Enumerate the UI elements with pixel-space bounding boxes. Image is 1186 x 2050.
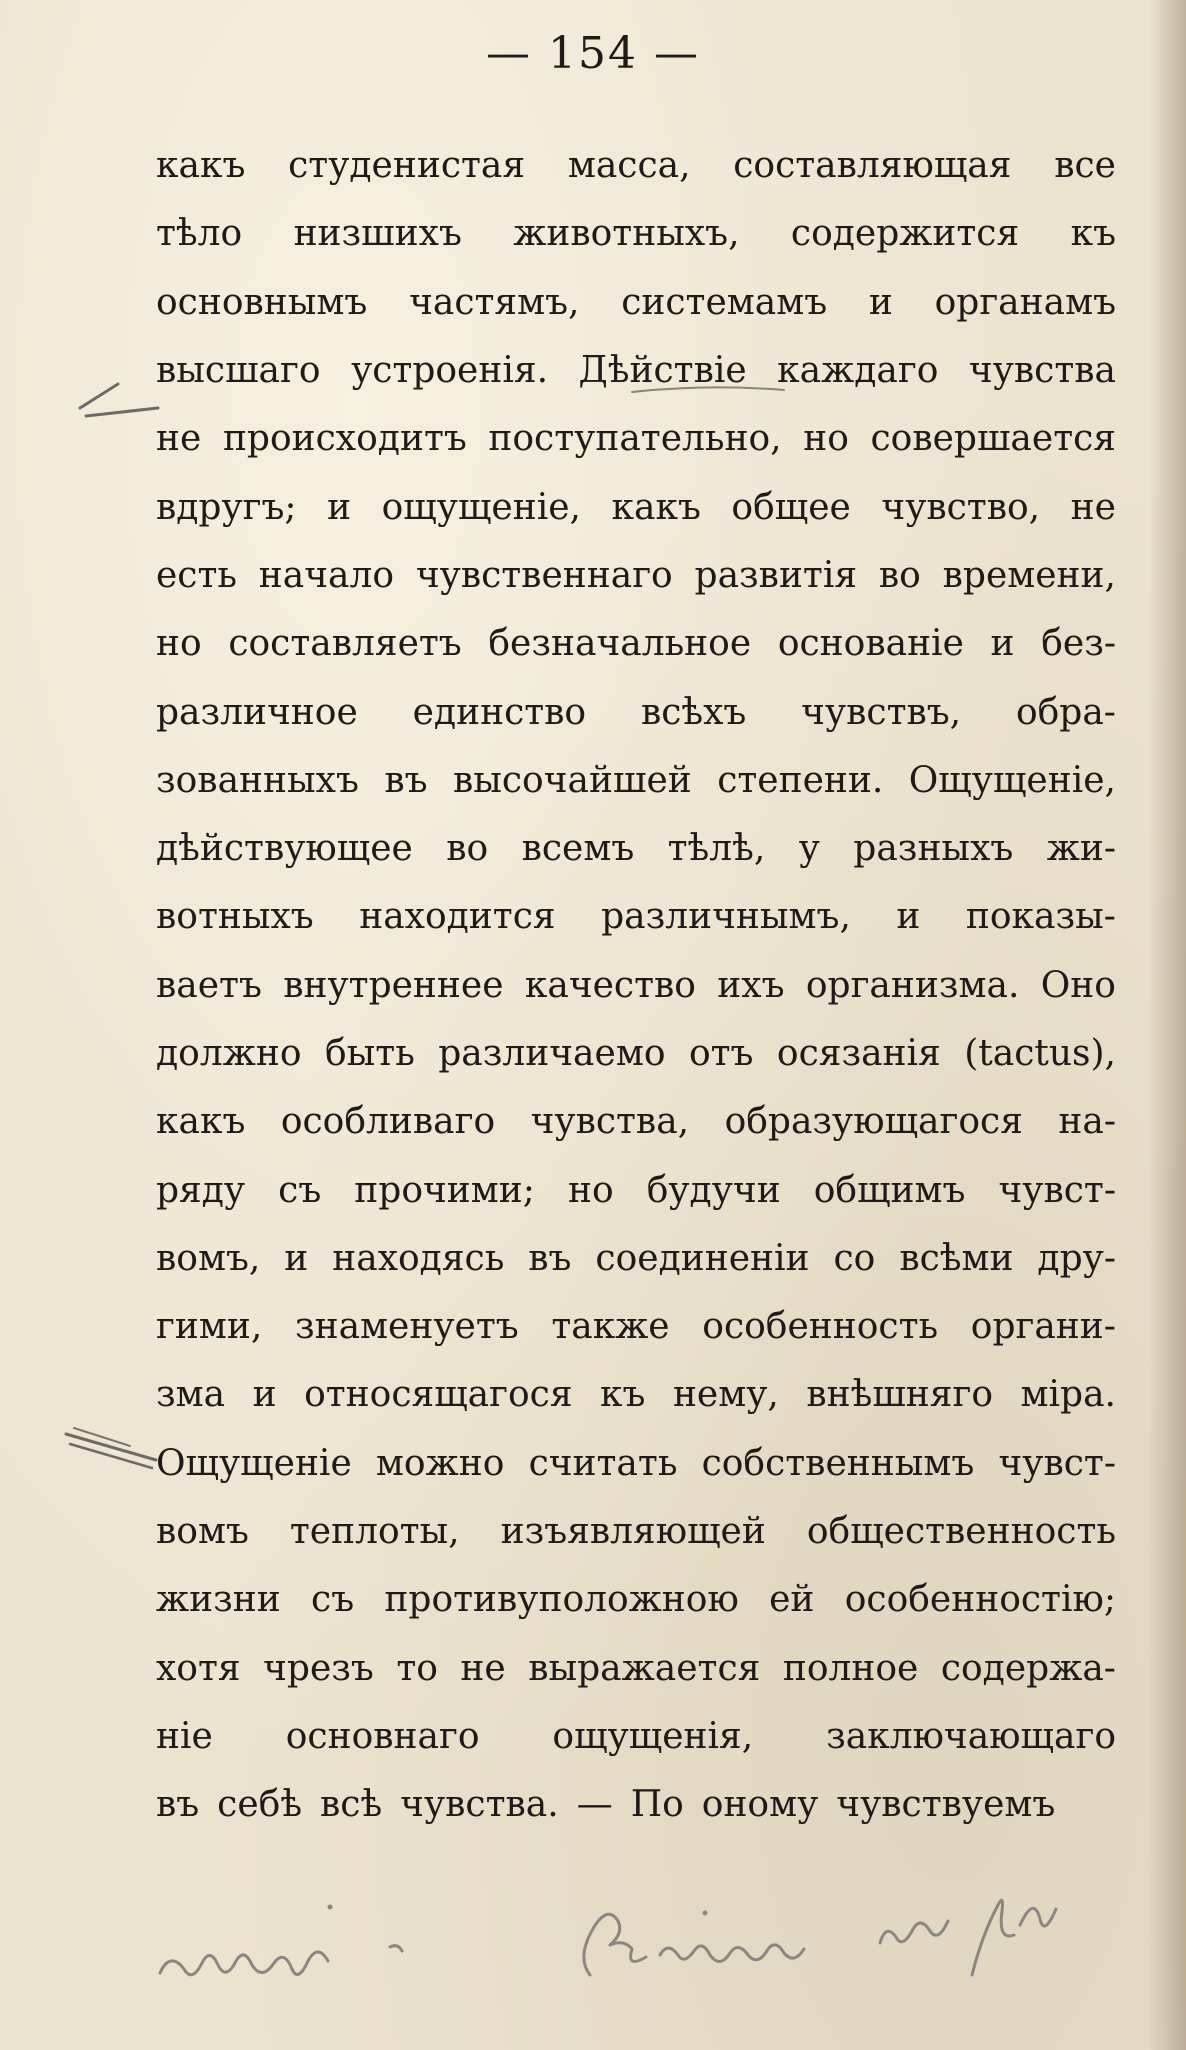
word: жи-	[1046, 828, 1116, 870]
pencil-underline-mark	[628, 382, 788, 402]
word: чувст-	[998, 1169, 1116, 1211]
word: органамъ	[934, 281, 1116, 323]
word: ніе	[156, 1715, 213, 1757]
word: не	[1070, 486, 1116, 528]
word: но	[803, 418, 849, 460]
word: происходитъ	[222, 418, 467, 460]
word: во	[446, 828, 489, 870]
word: устроенія.	[351, 350, 549, 392]
word: составляющая	[733, 145, 1012, 187]
word: и	[252, 1374, 277, 1416]
word: каждаго	[777, 350, 939, 392]
word: системамъ	[621, 281, 828, 323]
text-line	[156, 1088, 1116, 1156]
word: общимъ	[813, 1169, 966, 1211]
word: не	[156, 418, 202, 460]
word: Ощущеніе,	[908, 759, 1116, 801]
word: тѣло	[156, 213, 243, 255]
word: масса,	[567, 145, 691, 187]
text-line	[156, 1566, 1116, 1634]
text-line	[156, 132, 1116, 200]
word: должно	[156, 1033, 302, 1074]
word: съ	[311, 1579, 355, 1621]
word: отъ	[688, 1033, 754, 1074]
text-line	[156, 815, 1116, 883]
word: оному	[701, 1784, 819, 1826]
word: какъ	[611, 486, 701, 528]
word: основнаго	[285, 1715, 480, 1757]
word: высшаго	[156, 350, 321, 392]
word: не	[460, 1647, 506, 1689]
text-line	[156, 747, 1116, 815]
word: Дѣйствіе	[578, 350, 747, 392]
word: особенность	[702, 1306, 939, 1348]
page-number: — 154 —	[486, 28, 700, 79]
word: есть	[156, 554, 237, 596]
text-line	[156, 1156, 1116, 1224]
word: изъявляющей	[500, 1511, 766, 1553]
word: ряду	[156, 1169, 246, 1211]
word: вомъ,	[156, 1237, 261, 1279]
word: времени,	[942, 554, 1116, 596]
page-edge-shadow	[1148, 0, 1186, 2050]
word: частямъ,	[409, 281, 580, 323]
text-line	[156, 405, 1116, 473]
word: и	[284, 1237, 309, 1279]
word: качество	[524, 964, 696, 1006]
word: начало	[258, 554, 395, 596]
word: По	[630, 1784, 684, 1826]
word: теплоты,	[289, 1511, 460, 1553]
word: всѣми	[899, 1237, 1014, 1279]
text-line	[156, 473, 1116, 541]
word: прочими;	[354, 1169, 535, 1211]
word: единство	[412, 691, 587, 733]
word: также	[551, 1306, 670, 1348]
word: внѣшняго	[806, 1374, 994, 1416]
word: относящагося	[304, 1374, 573, 1416]
word: ваетъ	[156, 964, 262, 1006]
word: организма.	[805, 964, 1020, 1006]
word: у	[798, 828, 820, 870]
word: и	[990, 623, 1015, 665]
word: без-	[1041, 623, 1116, 665]
word: —	[576, 1784, 613, 1826]
word: ощущенія,	[552, 1715, 754, 1757]
word: различное	[156, 691, 358, 733]
word: какъ	[156, 1101, 246, 1143]
word: осязанія	[776, 1033, 941, 1074]
word: чувственнаго	[415, 554, 673, 596]
word: жизни	[156, 1579, 281, 1621]
word: считать	[528, 1442, 678, 1484]
word: поступательно,	[488, 418, 782, 460]
word: общее	[731, 486, 851, 528]
word: будучи	[646, 1169, 781, 1211]
text-line	[156, 610, 1116, 678]
word: внутреннее	[283, 964, 504, 1006]
word: полное	[782, 1647, 919, 1689]
word: и	[868, 281, 893, 323]
word: разныхъ	[853, 828, 1014, 870]
word: основнымъ	[156, 281, 368, 323]
word: соединеніи	[595, 1237, 810, 1279]
word: міра.	[1020, 1374, 1116, 1416]
word: быть	[324, 1033, 415, 1074]
text-line	[156, 952, 1116, 1020]
word: различаемо	[438, 1033, 666, 1074]
word: въ	[156, 1784, 200, 1826]
word: степени.	[717, 759, 884, 801]
word: различнымъ,	[601, 896, 851, 938]
word: животныхъ,	[513, 213, 740, 255]
word: ей	[769, 1579, 815, 1621]
text-line	[156, 1635, 1116, 1703]
text-line	[156, 1771, 1116, 1839]
text-line	[156, 1020, 1116, 1088]
text-line	[156, 1703, 1116, 1771]
text-line	[156, 1225, 1116, 1293]
word: во	[878, 554, 921, 596]
word: особливаго	[280, 1101, 496, 1143]
word: ощущеніе,	[381, 486, 581, 528]
word: зованныхъ	[156, 759, 359, 801]
word: вотныхъ	[156, 896, 314, 938]
text-line	[156, 1498, 1116, 1566]
word: чувства,	[530, 1101, 690, 1143]
word: всѣ	[320, 1784, 383, 1826]
word: къ	[600, 1374, 646, 1416]
word: содержа-	[940, 1647, 1116, 1689]
word: чрезъ	[263, 1647, 374, 1689]
text-line	[156, 1361, 1116, 1429]
pencil-arrow-mark	[60, 1420, 170, 1480]
word: со	[833, 1237, 876, 1279]
word: высочайшей	[452, 759, 692, 801]
text-line	[156, 1430, 1116, 1498]
word: въ	[528, 1237, 572, 1279]
word: нему,	[672, 1374, 779, 1416]
word: себѣ	[217, 1784, 303, 1826]
word: собственнымъ	[701, 1442, 975, 1484]
word: всемъ	[521, 828, 635, 870]
word: на-	[1058, 1101, 1116, 1143]
word: дру-	[1037, 1237, 1116, 1279]
word: въ	[384, 759, 428, 801]
word: и	[327, 486, 352, 528]
word: органи-	[970, 1306, 1116, 1348]
word: чувства.	[400, 1784, 559, 1826]
word: обра-	[1015, 691, 1116, 733]
word: особенностію;	[844, 1579, 1116, 1621]
word: гими,	[156, 1306, 263, 1348]
word: но	[567, 1169, 614, 1211]
word: дѣйствующее	[156, 828, 413, 870]
word: общественность	[806, 1511, 1116, 1553]
word: чувствъ,	[801, 691, 962, 733]
text-line	[156, 200, 1116, 268]
pencil-tick-mark	[72, 378, 162, 428]
word: Оно	[1040, 964, 1116, 1006]
word: основаніе	[777, 623, 964, 665]
word: зма	[156, 1374, 226, 1416]
word: студенистая	[288, 145, 526, 187]
word: образующагося	[724, 1101, 1023, 1143]
word: Ощущеніе	[156, 1442, 352, 1484]
word: все	[1054, 145, 1116, 187]
word: вдругъ;	[156, 486, 297, 528]
word: чувство,	[881, 486, 1041, 528]
text-line	[156, 269, 1116, 337]
word: развитія	[694, 554, 858, 596]
word: находится	[359, 896, 556, 938]
word: какъ	[156, 145, 246, 187]
word: безначальное	[488, 623, 752, 665]
word: (tactus),	[964, 1033, 1116, 1074]
word: знаменуетъ	[294, 1306, 519, 1348]
word: составляетъ	[228, 623, 462, 665]
word: съ	[278, 1169, 322, 1211]
word: низшихъ	[293, 213, 462, 255]
word: чувст-	[998, 1442, 1116, 1484]
word: всѣхъ	[640, 691, 747, 733]
word: тѣлѣ,	[667, 828, 766, 870]
text-line	[156, 883, 1116, 951]
word: можно	[375, 1442, 505, 1484]
word: содержится	[790, 213, 1020, 255]
word: къ	[1070, 213, 1116, 255]
word: вомъ	[156, 1511, 249, 1553]
word: но	[156, 623, 202, 665]
text-line	[156, 542, 1116, 610]
word: хотя	[156, 1647, 241, 1689]
word: ихъ	[717, 964, 785, 1006]
word: то	[396, 1647, 438, 1689]
text-line	[156, 678, 1116, 746]
word: и	[896, 896, 921, 938]
word: заключающаго	[826, 1715, 1116, 1757]
word: совершается	[870, 418, 1116, 460]
word: чувствуемъ	[836, 1784, 1056, 1826]
word: противуположною	[384, 1579, 739, 1621]
word: выражается	[528, 1647, 761, 1689]
word: чувства	[968, 350, 1116, 392]
word: показы-	[965, 896, 1116, 938]
pencil-handwritten-note	[120, 1855, 1120, 2015]
text-line	[156, 1293, 1116, 1361]
word: находясь	[332, 1237, 505, 1279]
